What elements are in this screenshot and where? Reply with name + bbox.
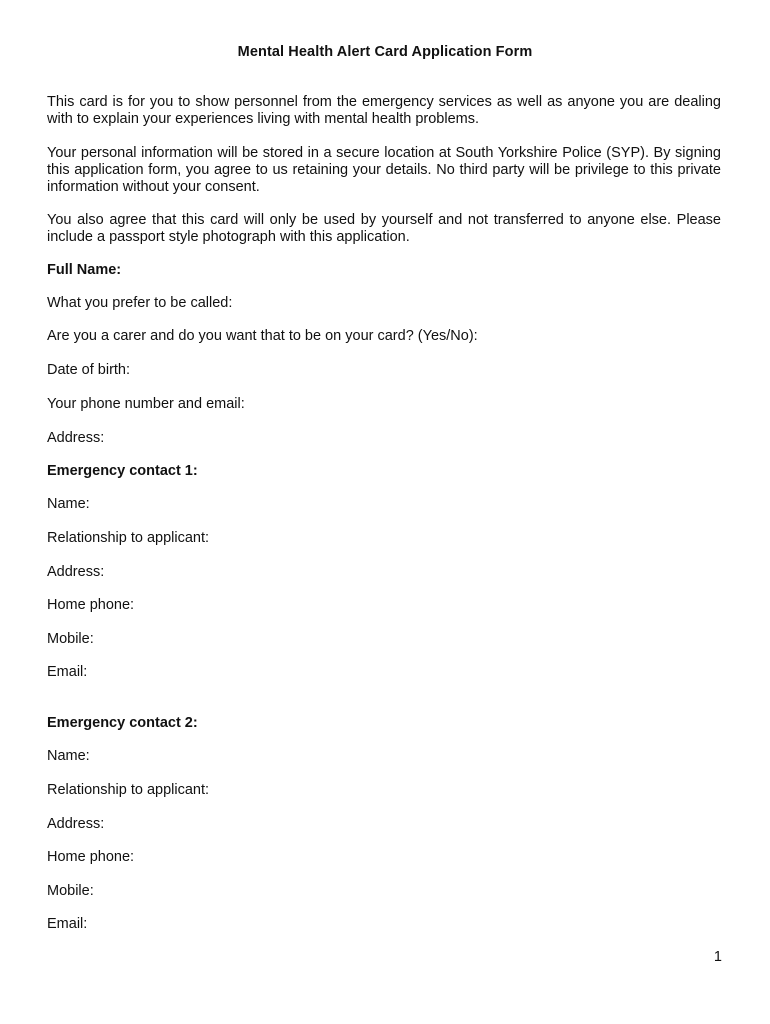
- ec1-address-label: Address:: [47, 564, 105, 580]
- privacy-paragraph: Your personal information will be stored in a secure location at South Yorkshire Police (SYP). By signing this application form, you agree to us retaining your details. No third party will be privilege to this private information without your consent.: [47, 145, 721, 195]
- emergency-contact-2-heading: Emergency contact 2:: [47, 715, 198, 731]
- full-name-label: Full Name:: [47, 262, 122, 278]
- date-of-birth-label: Date of birth:: [47, 362, 131, 378]
- ec2-address-label: Address:: [47, 816, 105, 832]
- ec2-name-label: Name:: [47, 748, 90, 764]
- ec2-relationship-label: Relationship to applicant:: [47, 782, 210, 798]
- ec1-mobile-label: Mobile:: [47, 631, 94, 647]
- preferred-name-label: What you prefer to be called:: [47, 295, 233, 311]
- phone-email-label: Your phone number and email:: [47, 396, 245, 412]
- ec2-home-phone-label: Home phone:: [47, 849, 135, 865]
- ec1-home-phone-label: Home phone:: [47, 597, 135, 613]
- ec2-email-label: Email:: [47, 916, 88, 932]
- agreement-paragraph: You also agree that this card will only be used by yourself and not transferred to anyone else. Please include a passport style photograph with this application.: [47, 212, 721, 245]
- intro-paragraph: This card is for you to show personnel from the emergency services as well as anyone you are dealing with to explain your experiences living with mental health problems.: [47, 94, 721, 127]
- ec1-relationship-label: Relationship to applicant:: [47, 530, 210, 546]
- document-title: Mental Health Alert Card Application Form: [237, 44, 533, 60]
- ec1-email-label: Email:: [47, 664, 88, 680]
- ec1-name-label: Name:: [47, 496, 90, 512]
- emergency-contact-1-heading: Emergency contact 1:: [47, 463, 198, 479]
- carer-label: Are you a carer and do you want that to be on your card? (Yes/No):: [47, 328, 478, 344]
- ec2-mobile-label: Mobile:: [47, 883, 94, 899]
- applicant-address-label: Address:: [47, 430, 105, 446]
- page-number: 1: [713, 949, 722, 965]
